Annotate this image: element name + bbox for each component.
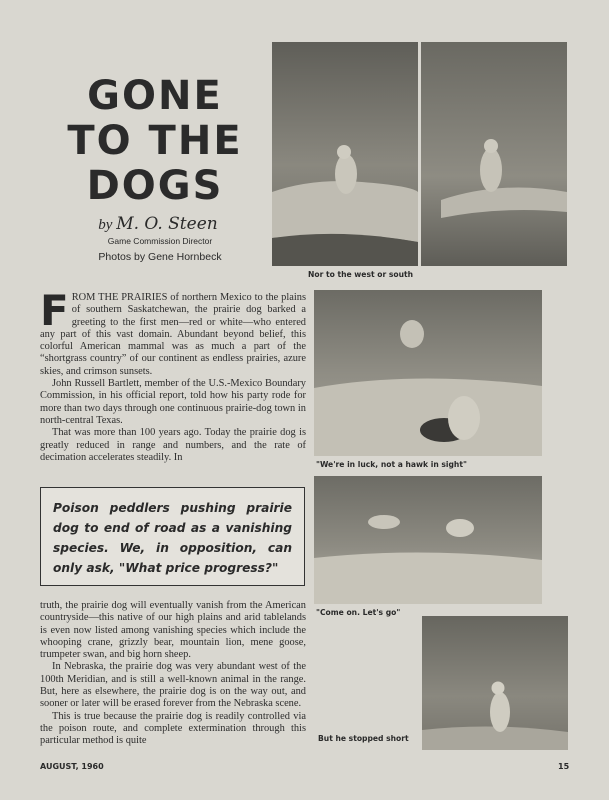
- author-role: Game Commission Director: [107, 236, 213, 246]
- title-line-1: GONE: [87, 73, 223, 119]
- title-line-3: DOGS: [86, 163, 224, 209]
- photo-prairie-dog-standing: [421, 42, 567, 266]
- article-title: [60, 74, 250, 209]
- photo-credit: Photos by Gene Hornbeck: [98, 251, 222, 263]
- body-paragraph-3: That was more than 100 years ago. Today the prairie dog is greatly reduced in range and numbers, and the rate of decimation accelerates steadily. In: [40, 427, 306, 463]
- drop-cap: F: [40, 292, 69, 335]
- caption-photo-top: Nor to the west or south: [308, 270, 414, 279]
- footer-page-number: 15: [558, 762, 570, 771]
- body-paragraph-2: John Russell Bartlett, member of the U.S.-Mexico Boundary Commission, in his official report, told how his party rode for more than two days through one continuous prairie-dog town in north-central Texas.: [40, 378, 306, 426]
- caption-photo-third: "Come on. Let's go": [316, 608, 401, 617]
- body-paragraph-1: ROM THE PRAIRIES of northern Mexico to the plains of southern Saskatchewan, the prairie dog barked a greeting to the first men—red or white—who entered any part of this vast domain. Abundant beyond belief, this colorful American mammal was as much a part of the “shortgrass country” of our continent as endless prairies, azure skies, and crimson sunsets.: [40, 292, 306, 377]
- body-paragraph-4: truth, the prairie dog will eventually vanish from the American countryside—this native of our high plains and arid tablelands is even now listed among vanishing species which include the whooping crane, grizzly bear, mountain lion, mene goose, trumpeter swan, and big horn sheep.: [40, 600, 306, 661]
- title-line-2: TO THE: [67, 118, 243, 164]
- photo-prairie-dog-on-mound: [272, 42, 418, 266]
- photo-prairie-dogs-running: [314, 476, 542, 604]
- photo-prairie-dogs-at-burrow: [314, 290, 542, 456]
- body-column-bottom: [40, 600, 306, 750]
- footer-issue-date: AUGUST, 1960: [40, 762, 104, 771]
- pull-quote-text: Poison peddlers pushing prairie dog to end of road as a vanishing species. We, in opposition, can only ask, "What price progress?": [53, 501, 292, 575]
- body-column-top: [40, 292, 306, 478]
- body-paragraph-5: In Nebraska, the prairie dog was very abundant west of the 100th Meridian, and is still a well-known animal in the range. But, here as elsewhere, the prairie dog is on the way out, and sooner or later will be erased forever from the Nebraska scene.: [40, 661, 306, 710]
- body-paragraph-6: This is true because the prairie dog is readily controlled via the poison route, and complete extermination through this particular method is quite: [40, 710, 306, 747]
- author-name: M. O. Steen: [116, 214, 218, 234]
- pull-quote-box: [40, 487, 305, 586]
- byline-prefix: by: [98, 217, 113, 233]
- caption-photo-fourth: But he stopped short: [318, 734, 409, 743]
- photo-prairie-dog-stopped: [422, 616, 568, 750]
- byline: [88, 214, 228, 234]
- caption-photo-second: "We're in luck, not a hawk in sight": [316, 460, 467, 469]
